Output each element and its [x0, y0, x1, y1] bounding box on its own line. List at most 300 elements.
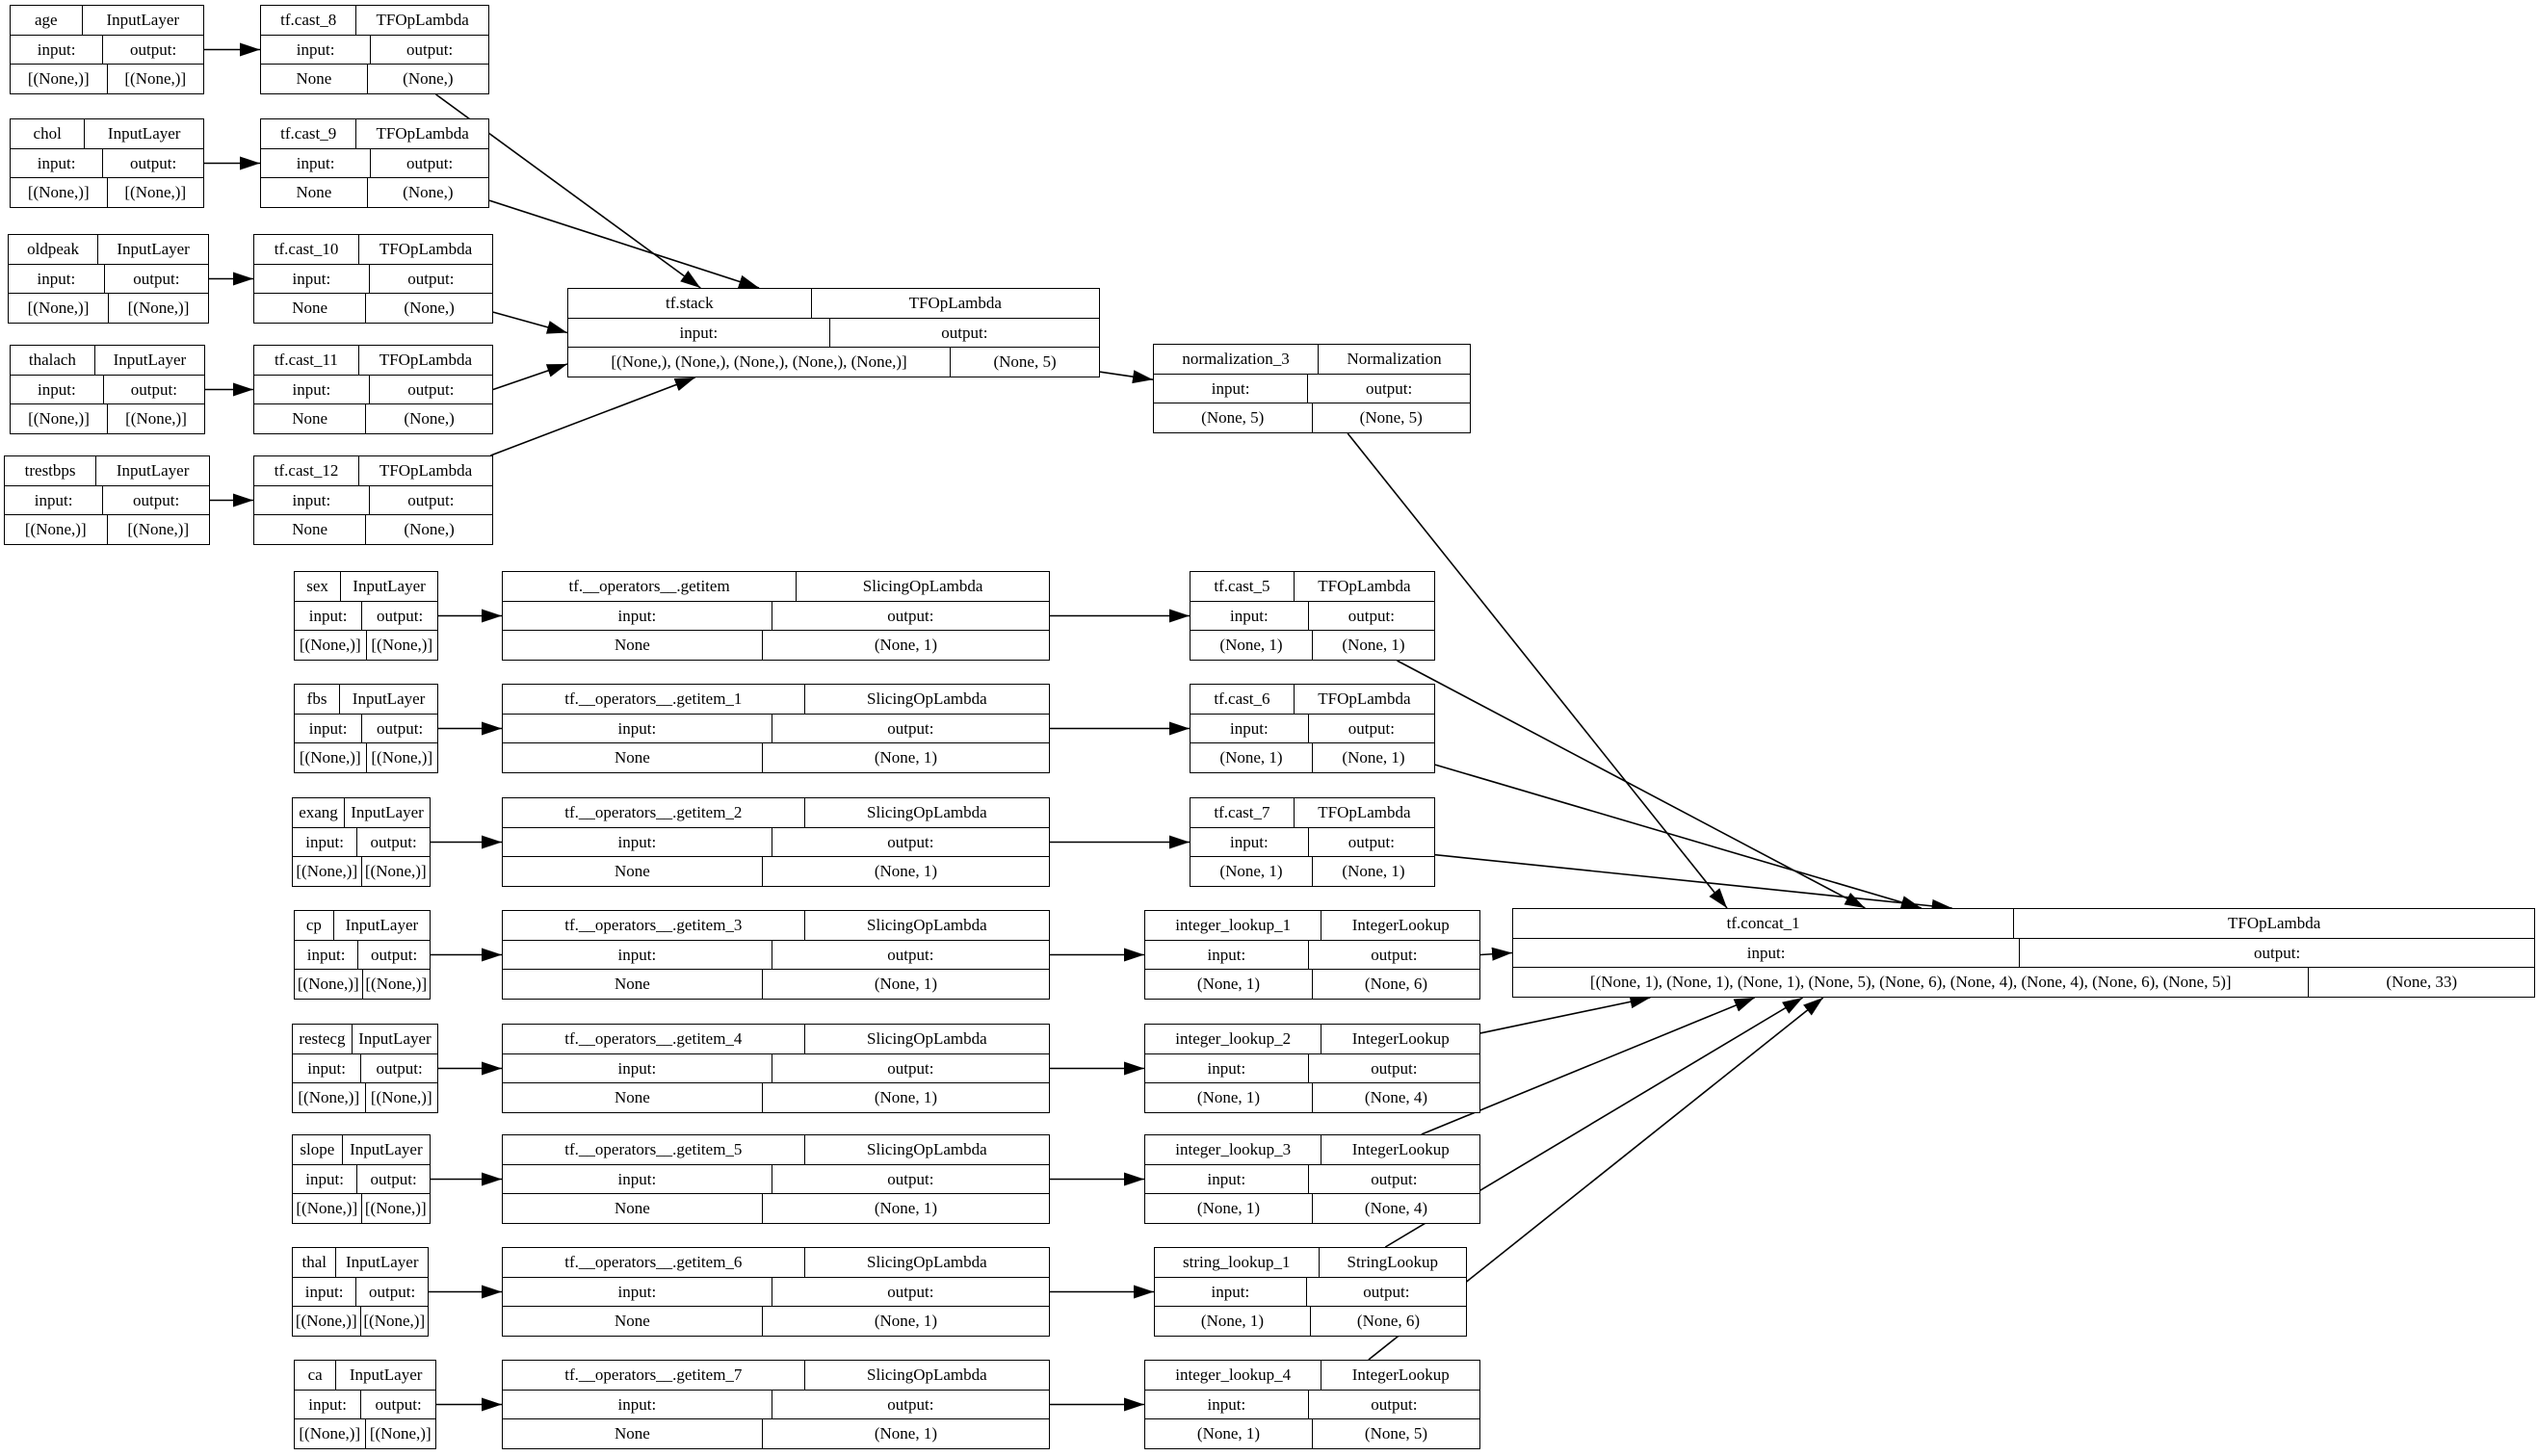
node-title-row — [11, 119, 203, 148]
input-label-cell: input: — [1230, 718, 1269, 738]
layer-class-cell: InputLayer — [339, 685, 437, 714]
layer-name-cell: chol — [33, 123, 62, 143]
node-shape-row — [9, 293, 208, 323]
node-shape-row — [254, 403, 492, 433]
layer-class-cell: InputLayer — [333, 911, 430, 940]
layer-name-cell: tf.cast_10 — [274, 239, 339, 258]
input-shape-cell: None — [615, 748, 650, 767]
output-shape-cell: (None, 1) — [762, 631, 1049, 660]
layer-name-cell: sex — [306, 576, 328, 595]
node-shape-row — [503, 856, 1049, 886]
output-shape-cell: [(None,)] — [365, 1419, 436, 1448]
output-shape-cell: (None, 1) — [762, 1419, 1049, 1448]
node-shape-row — [503, 742, 1049, 772]
node-title-row — [1154, 345, 1470, 374]
node-getitem — [502, 571, 1050, 661]
node-shape-row — [293, 1082, 437, 1112]
output-label-cell: output: — [1308, 1391, 1479, 1419]
node-title-row — [295, 1361, 435, 1390]
layer-class-cell: IntegerLookup — [1321, 911, 1479, 940]
output-label-cell: output: — [772, 1278, 1049, 1307]
node-getitem1 — [502, 684, 1050, 773]
layer-class-cell: TFOpLambda — [811, 289, 1099, 318]
node-io-label-row — [503, 940, 1049, 970]
node-io-label-row — [503, 1277, 1049, 1307]
output-shape-cell: (None,) — [365, 515, 492, 544]
input-label-cell: input: — [296, 39, 335, 59]
input-shape-cell: [(None,)] — [296, 1199, 358, 1218]
input-shape-cell: None — [292, 299, 328, 318]
output-shape-cell: (None,) — [367, 65, 488, 93]
input-label-cell: input: — [37, 269, 76, 288]
layer-class-cell: InputLayer — [340, 572, 437, 601]
node-title-row — [11, 346, 204, 375]
input-label-cell: input: — [617, 718, 657, 738]
node-io-label-row — [261, 35, 488, 65]
node-shape-row — [503, 1082, 1049, 1112]
node-title-row — [254, 235, 492, 264]
input-shape-cell: (None, 1) — [1219, 862, 1283, 881]
output-shape-cell: [(None,)] — [107, 515, 210, 544]
layer-class-cell: TFOpLambda — [355, 119, 488, 148]
node-io-label-row — [295, 714, 437, 743]
input-label-cell: input: — [306, 945, 346, 964]
input-label-cell: input: — [296, 153, 335, 172]
output-shape-cell: [(None,)] — [366, 631, 438, 660]
output-label-cell: output: — [1308, 1054, 1479, 1083]
output-label-cell: output: — [370, 36, 488, 65]
layer-class-cell: InputLayer — [97, 235, 208, 264]
input-label-cell: input: — [308, 718, 348, 738]
input-label-cell: input: — [1211, 1282, 1250, 1301]
node-trestbps — [4, 455, 210, 545]
node-norm3 — [1153, 344, 1471, 433]
node-concat1 — [1512, 908, 2535, 998]
input-shape-cell: [(None,)] — [297, 975, 359, 994]
output-label-cell: output: — [103, 376, 204, 404]
node-slookup1 — [1154, 1247, 1467, 1337]
input-shape-cell: [(None,)] — [24, 520, 87, 539]
edge-cast6-to-concat1 — [1435, 765, 1922, 908]
input-label-cell: input: — [617, 1394, 657, 1414]
layer-class-cell: IntegerLookup — [1321, 1025, 1479, 1053]
output-shape-cell: (None, 6) — [1312, 970, 1479, 999]
node-shape-row — [11, 403, 204, 433]
layer-name-cell: fbs — [306, 689, 327, 708]
output-label-cell: output: — [1308, 715, 1434, 743]
input-label-cell: input: — [617, 606, 657, 625]
layer-name-cell: tf.cast_11 — [274, 350, 338, 369]
output-shape-cell: (None, 1) — [1312, 743, 1434, 772]
node-title-row — [9, 235, 208, 264]
node-shape-row — [295, 630, 437, 660]
input-shape-cell: [(None,)] — [27, 183, 90, 202]
node-cp — [294, 910, 431, 1000]
layer-class-cell: Normalization — [1318, 345, 1470, 374]
node-io-label-row — [1145, 1053, 1479, 1083]
output-shape-cell: (None, 4) — [1312, 1083, 1479, 1112]
node-title-row — [295, 572, 437, 601]
node-cast12 — [253, 455, 493, 545]
node-oldpeak — [8, 234, 209, 324]
layer-name-cell: tf.cast_8 — [280, 10, 337, 29]
input-label-cell: input: — [305, 832, 344, 851]
input-label-cell: input: — [37, 153, 76, 172]
layer-name-cell: restecg — [299, 1028, 346, 1048]
input-label-cell: input: — [1211, 378, 1250, 398]
input-shape-cell: [(None,)] — [296, 862, 358, 881]
node-shape-row — [503, 1193, 1049, 1223]
layer-name-cell: tf.cast_5 — [1214, 576, 1270, 595]
output-label-cell: output: — [356, 828, 430, 857]
node-shape-row — [503, 1306, 1049, 1336]
node-io-label-row — [5, 485, 209, 515]
node-shape-row — [503, 1418, 1049, 1448]
node-shape-row — [568, 347, 1099, 377]
layer-class-cell: SlicingOpLambda — [804, 911, 1049, 940]
edge-cast7-to-concat1 — [1435, 855, 1952, 908]
node-thalach — [10, 345, 205, 434]
input-label-cell: input: — [34, 490, 73, 509]
output-shape-cell: (None, 1) — [762, 970, 1049, 999]
input-label-cell: input: — [308, 1394, 347, 1414]
node-io-label-row — [503, 827, 1049, 857]
output-label-cell: output: — [361, 602, 437, 631]
output-label-cell: output: — [361, 715, 437, 743]
node-shape-row — [1154, 403, 1470, 432]
input-label-cell: input: — [308, 606, 348, 625]
node-getitem2 — [502, 797, 1050, 887]
edge-cast10-to-stack — [493, 312, 567, 332]
output-label-cell: output: — [772, 602, 1049, 631]
output-shape-cell: [(None,)] — [366, 743, 438, 772]
layer-name-cell: thalach — [28, 350, 76, 369]
layer-class-cell: TFOpLambda — [1294, 685, 1434, 714]
node-shape-row — [1191, 630, 1434, 660]
node-title-row — [1145, 911, 1479, 940]
node-cast8 — [260, 5, 489, 94]
output-label-cell: output: — [1306, 1278, 1466, 1307]
node-cast5 — [1190, 571, 1435, 661]
node-io-label-row — [1154, 374, 1470, 403]
layer-name-cell: tf.cast_12 — [274, 460, 339, 480]
output-label-cell: output: — [369, 265, 492, 294]
node-io-label-row — [254, 375, 492, 404]
node-io-label-row — [293, 827, 430, 857]
layer-class-cell: SlicingOpLambda — [804, 1361, 1049, 1390]
layer-name-cell: age — [34, 10, 58, 29]
edge-ilookup2-to-concat1 — [1480, 998, 1650, 1033]
input-label-cell: input: — [617, 945, 657, 964]
layer-class-cell: TFOpLambda — [358, 235, 492, 264]
layer-class-cell: InputLayer — [94, 346, 204, 375]
layer-class-cell: InputLayer — [335, 1361, 435, 1390]
input-label-cell: input: — [617, 1282, 657, 1301]
node-title-row — [1191, 685, 1434, 714]
node-title-row — [503, 1248, 1049, 1277]
output-shape-cell: (None, 1) — [1312, 631, 1434, 660]
node-shape-row — [1145, 1082, 1479, 1112]
output-shape-cell: (None, 5) — [1312, 1419, 1479, 1448]
node-io-label-row — [503, 601, 1049, 631]
output-label-cell: output: — [772, 1391, 1049, 1419]
output-label-cell: output: — [1308, 602, 1434, 631]
layer-name-cell: tf.__operators__.getitem_5 — [564, 1139, 743, 1158]
node-title-row — [1145, 1135, 1479, 1164]
input-shape-cell: [(None,)] — [299, 748, 361, 767]
input-label-cell: input: — [1207, 945, 1246, 964]
layer-name-cell: integer_lookup_4 — [1175, 1365, 1292, 1384]
node-fbs — [294, 684, 438, 773]
layer-class-cell: TFOpLambda — [358, 346, 492, 375]
input-label-cell: input: — [304, 1282, 344, 1301]
node-shape-row — [11, 177, 203, 207]
layer-class-cell: InputLayer — [344, 798, 430, 827]
layer-name-cell: tf.__operators__.getitem_4 — [564, 1028, 743, 1048]
layer-name-cell: tf.cast_6 — [1214, 689, 1270, 708]
layer-name-cell: ca — [307, 1365, 323, 1384]
node-io-label-row — [503, 1390, 1049, 1419]
output-shape-cell: (None,) — [365, 404, 492, 433]
input-label-cell: input: — [1746, 943, 1786, 962]
output-shape-cell: [(None,)] — [107, 404, 204, 433]
node-title-row — [254, 456, 492, 485]
node-io-label-row — [261, 148, 488, 178]
node-shape-row — [295, 1418, 435, 1448]
output-label-cell: output: — [772, 1054, 1049, 1083]
input-label-cell: input: — [1230, 606, 1269, 625]
node-title-row — [261, 6, 488, 35]
node-chol — [10, 118, 204, 208]
node-io-label-row — [1513, 938, 2534, 968]
output-label-cell: output: — [360, 1054, 437, 1083]
layer-class-cell: IntegerLookup — [1321, 1361, 1479, 1390]
output-label-cell: output: — [356, 1165, 430, 1194]
node-io-label-row — [503, 1164, 1049, 1194]
node-io-label-row — [9, 264, 208, 294]
node-age — [10, 5, 204, 94]
input-shape-cell: (None, 1) — [1196, 1199, 1261, 1218]
node-io-label-row — [1191, 601, 1434, 631]
node-io-label-row — [568, 318, 1099, 348]
node-io-label-row — [503, 1053, 1049, 1083]
node-shape-row — [254, 514, 492, 544]
node-title-row — [295, 911, 430, 940]
node-getitem3 — [502, 910, 1050, 1000]
edge-cast12-to-stack — [490, 377, 694, 455]
layer-name-cell: tf.__operators__.getitem_1 — [564, 689, 743, 708]
output-label-cell: output: — [1308, 1165, 1479, 1194]
node-shape-row — [503, 630, 1049, 660]
layer-name-cell: tf.__operators__.getitem_6 — [564, 1252, 743, 1271]
node-title-row — [503, 911, 1049, 940]
layer-class-cell: SlicingOpLambda — [804, 1025, 1049, 1053]
output-label-cell: output: — [1307, 375, 1470, 403]
input-label-cell: input: — [292, 269, 331, 288]
output-label-cell: output: — [829, 319, 1099, 348]
input-shape-cell: None — [292, 520, 328, 539]
layer-name-cell: tf.concat_1 — [1726, 913, 1800, 932]
layer-class-cell: TFOpLambda — [358, 456, 492, 485]
edge-cast11-to-stack — [493, 364, 567, 389]
layer-class-cell: InputLayer — [82, 6, 203, 35]
input-label-cell: input: — [307, 1058, 346, 1078]
output-shape-cell: (None,) — [365, 294, 492, 323]
node-title-row — [503, 798, 1049, 827]
layer-name-cell: cp — [305, 915, 322, 934]
layer-class-cell: InputLayer — [335, 1248, 428, 1277]
output-shape-cell: (None, 1) — [762, 1194, 1049, 1223]
layer-name-cell: trestbps — [24, 460, 76, 480]
input-shape-cell: (None, 5) — [1201, 408, 1265, 428]
node-thal — [292, 1247, 429, 1337]
layer-name-cell: tf.__operators__.getitem_3 — [564, 915, 743, 934]
layer-class-cell: StringLookup — [1319, 1248, 1467, 1277]
node-title-row — [503, 1025, 1049, 1053]
node-title-row — [1145, 1025, 1479, 1053]
output-label-cell: output: — [369, 486, 492, 515]
layer-class-cell: TFOpLambda — [1294, 572, 1434, 601]
node-io-label-row — [11, 148, 203, 178]
output-shape-cell: (None, 4) — [1312, 1194, 1479, 1223]
input-shape-cell: None — [296, 69, 332, 89]
node-shape-row — [1155, 1306, 1466, 1336]
input-shape-cell: [(None,), (None,), (None,), (None,), (None,)] — [611, 352, 907, 372]
edge-ilookup1-to-concat1 — [1480, 953, 1512, 955]
output-label-cell: output: — [772, 1165, 1049, 1194]
input-shape-cell: (None, 1) — [1196, 1424, 1261, 1443]
output-label-cell: output: — [369, 376, 492, 404]
layer-name-cell: integer_lookup_2 — [1175, 1028, 1292, 1048]
node-title-row — [293, 1025, 437, 1053]
input-shape-cell: (None, 1) — [1219, 748, 1283, 767]
input-shape-cell: [(None,)] — [298, 1088, 360, 1107]
output-label-cell: output: — [104, 265, 208, 294]
node-ilookup4 — [1144, 1360, 1480, 1449]
node-io-label-row — [295, 940, 430, 970]
input-shape-cell: None — [615, 975, 650, 994]
node-title-row — [503, 1361, 1049, 1390]
input-shape-cell: [(None,)] — [299, 1424, 361, 1443]
node-io-label-row — [1145, 940, 1479, 970]
node-shape-row — [293, 1193, 430, 1223]
node-shape-row — [254, 293, 492, 323]
input-label-cell: input: — [305, 1169, 344, 1188]
input-shape-cell: None — [615, 1312, 650, 1331]
layer-class-cell: SlicingOpLambda — [804, 1248, 1049, 1277]
input-shape-cell: None — [615, 1199, 650, 1218]
output-shape-cell: (None, 5) — [950, 348, 1099, 377]
layer-name-cell: tf.__operators__.getitem — [568, 576, 730, 595]
layer-class-cell: TFOpLambda — [355, 6, 488, 35]
output-shape-cell: [(None,)] — [365, 1083, 438, 1112]
layer-name-cell: integer_lookup_1 — [1175, 915, 1292, 934]
node-title-row — [1513, 909, 2534, 938]
output-label-cell: output: — [1308, 828, 1434, 857]
node-io-label-row — [11, 35, 203, 65]
node-ca — [294, 1360, 436, 1449]
node-io-label-row — [254, 485, 492, 515]
node-shape-row — [261, 64, 488, 93]
input-label-cell: input: — [617, 1169, 657, 1188]
input-shape-cell: None — [292, 409, 328, 429]
input-shape-cell: [(None,)] — [28, 409, 90, 429]
node-cast7 — [1190, 797, 1435, 887]
node-cast9 — [260, 118, 489, 208]
node-title-row — [11, 6, 203, 35]
output-label-cell: output: — [357, 941, 430, 970]
layer-name-cell: tf.cast_9 — [280, 123, 337, 143]
input-label-cell: input: — [1230, 832, 1269, 851]
node-io-label-row — [11, 375, 204, 404]
node-title-row — [254, 346, 492, 375]
node-getitem4 — [502, 1024, 1050, 1113]
node-title-row — [503, 572, 1049, 601]
node-title-row — [293, 798, 430, 827]
input-shape-cell: [(None,)] — [27, 69, 90, 89]
output-label-cell: output: — [772, 715, 1049, 743]
node-getitem7 — [502, 1360, 1050, 1449]
output-shape-cell: (None, 6) — [1310, 1307, 1466, 1336]
layer-name-cell: slope — [300, 1139, 335, 1158]
node-shape-row — [1145, 969, 1479, 999]
node-title-row — [293, 1248, 428, 1277]
node-io-label-row — [1191, 827, 1434, 857]
node-ilookup2 — [1144, 1024, 1480, 1113]
node-shape-row — [1191, 856, 1434, 886]
layer-class-cell: TFOpLambda — [2013, 909, 2534, 938]
input-shape-cell: (None, 1) — [1196, 1088, 1261, 1107]
layer-name-cell: string_lookup_1 — [1183, 1252, 1291, 1271]
input-label-cell: input: — [617, 832, 657, 851]
output-shape-cell: (None, 1) — [1312, 857, 1434, 886]
output-shape-cell: [(None,)] — [107, 65, 204, 93]
layer-class-cell: IntegerLookup — [1321, 1135, 1479, 1164]
node-shape-row — [1145, 1193, 1479, 1223]
output-shape-cell: (None, 33) — [2308, 968, 2534, 997]
node-cast11 — [253, 345, 493, 434]
output-label-cell: output: — [772, 828, 1049, 857]
node-io-label-row — [1191, 714, 1434, 743]
layer-class-cell: SlicingOpLambda — [804, 798, 1049, 827]
input-label-cell: input: — [1207, 1058, 1246, 1078]
output-label-cell: output: — [102, 36, 203, 65]
input-shape-cell: [(None,)] — [299, 636, 361, 655]
layer-class-cell: SlicingOpLambda — [796, 572, 1049, 601]
node-shape-row — [293, 856, 430, 886]
node-shape-row — [293, 1306, 428, 1336]
layer-class-cell: InputLayer — [84, 119, 203, 148]
node-title-row — [5, 456, 209, 485]
output-label-cell: output: — [1308, 941, 1479, 970]
output-shape-cell: [(None,)] — [361, 1194, 431, 1223]
layer-name-cell: integer_lookup_3 — [1175, 1139, 1292, 1158]
node-title-row — [503, 1135, 1049, 1164]
node-io-label-row — [293, 1053, 437, 1083]
node-io-label-row — [295, 601, 437, 631]
node-title-row — [568, 289, 1099, 318]
input-label-cell: input: — [679, 323, 719, 342]
input-label-cell: input: — [37, 39, 76, 59]
output-label-cell: output: — [360, 1391, 435, 1419]
output-shape-cell: (None, 1) — [762, 743, 1049, 772]
output-label-cell: output: — [102, 486, 209, 515]
input-shape-cell: (None, 1) — [1219, 636, 1283, 655]
output-shape-cell: [(None,)] — [360, 1307, 429, 1336]
layer-class-cell: TFOpLambda — [1294, 798, 1434, 827]
layer-name-cell: tf.__operators__.getitem_7 — [564, 1365, 743, 1384]
node-title-row — [295, 685, 437, 714]
